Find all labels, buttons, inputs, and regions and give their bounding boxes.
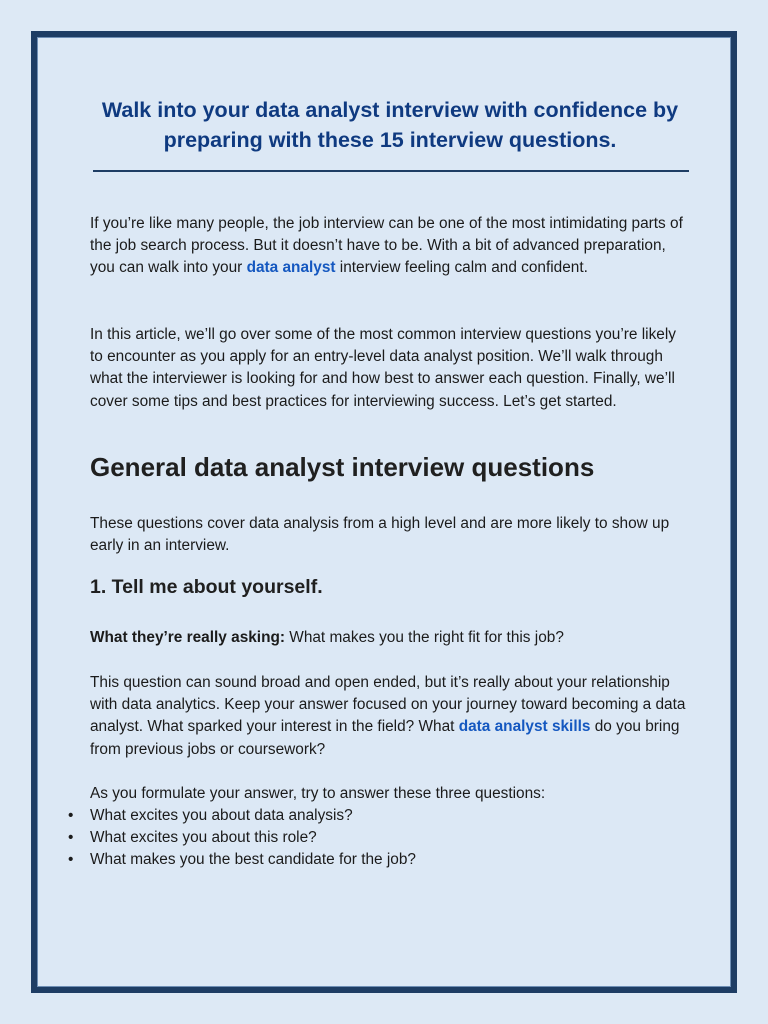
explanation-text-start: This question can sound broad and open ended, but it’s really about your relationship with data analytics. Keep your answer focused on your journey toward becoming a data analyst. What sparked your interest in the field? What — [90, 674, 686, 736]
overview-paragraph: In this article, we’ll go over some of the most common interview questions you’re likely to encounter as you apply for an entry-level data analyst position. We’ll walk through what the interviewer is looking for and how best to answer each question. Finally, we’ll cover some tips and best practices for interviewing success. Let’s get started. — [90, 326, 676, 410]
document-headline: Walk into your data analyst interview with confidence by preparing with these 15 interview questions. — [101, 98, 679, 152]
section-intro: These questions cover data analysis from a high level and are more likely to show up early in an interview. — [90, 515, 670, 555]
intro-text-end: interview feeling calm and confident. — [335, 259, 588, 277]
question-1-title: 1. Tell me about yourself. — [90, 576, 323, 598]
asking-label: What they’re really asking: — [90, 629, 286, 646]
question-1-list-intro: As you formulate your answer, try to answer these three questions: — [90, 785, 546, 802]
explanation-text-end: do you bring from previous jobs or coursework? — [90, 718, 680, 758]
data-analyst-link[interactable]: data analyst — [246, 259, 336, 277]
question-1-asking — [90, 627, 690, 649]
data-analyst-skills-link[interactable]: data analyst skills — [458, 718, 591, 736]
intro-text-start: If you’re like many people, the job interview can be one of the most intimidating parts of the job search process. But it doesn’t have to be. With a bit of advanced preparation, you can walk into your — [90, 215, 683, 277]
section-title: General data analyst interview questions — [90, 452, 595, 482]
document-page — [31, 31, 737, 993]
list-item: • What makes you the best candidate for the job? — [90, 849, 690, 871]
list-item: • What excites you about data analysis? — [90, 805, 690, 827]
headline-divider — [93, 170, 689, 172]
question-1-explanation — [90, 672, 690, 761]
list-item: • What excites you about this role? — [90, 827, 690, 849]
intro-paragraph — [90, 213, 690, 280]
question-1-bullet-list — [90, 805, 690, 872]
asking-text: What makes you the right fit for this job? — [285, 629, 564, 646]
